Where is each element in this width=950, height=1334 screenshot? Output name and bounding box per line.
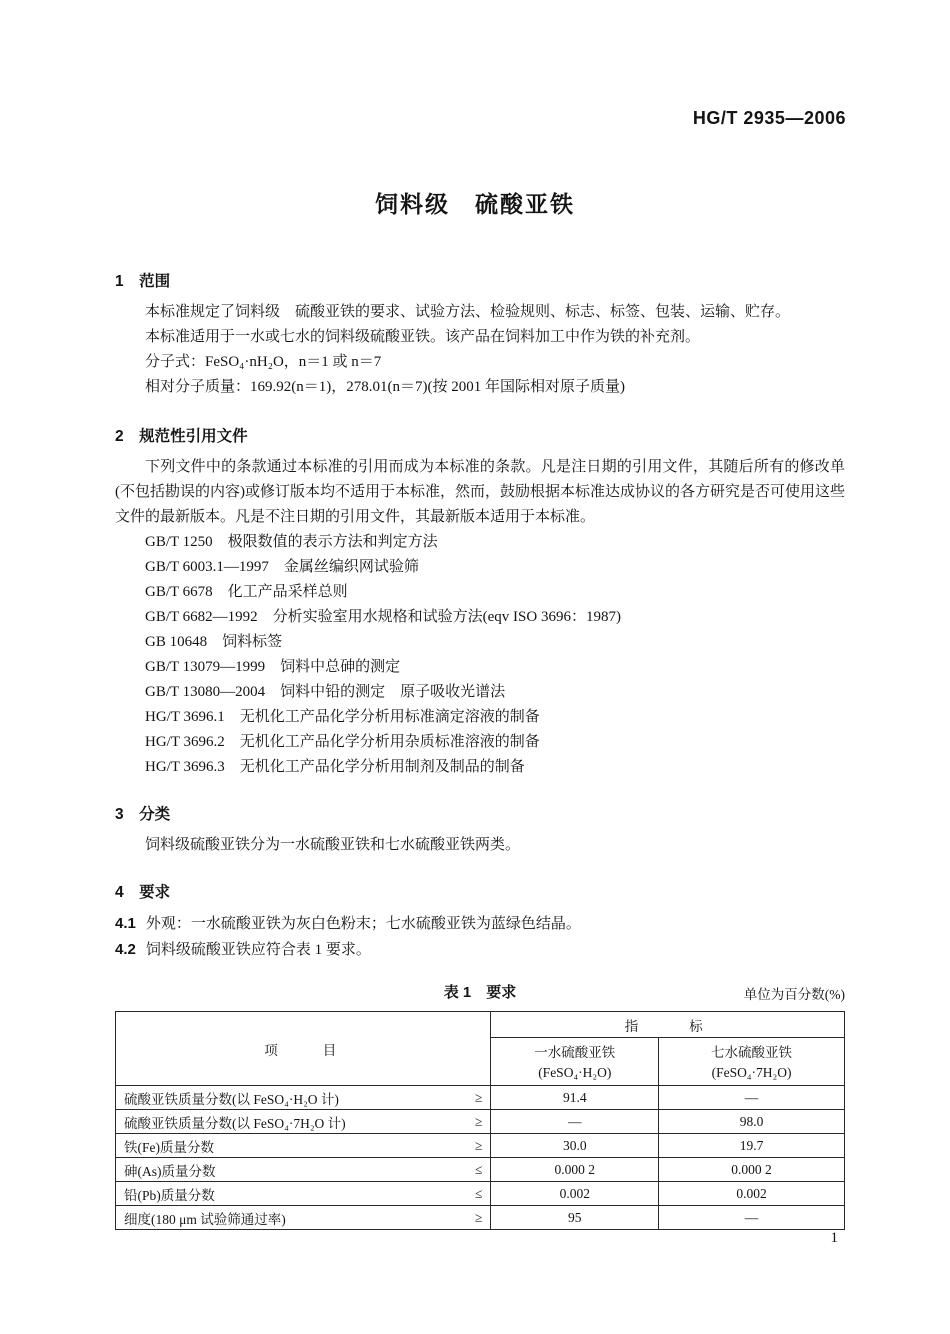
comparison-operator: ≥ xyxy=(475,1089,483,1105)
item-label: 砷(As)质量分数 xyxy=(124,1163,216,1179)
clause-4-1-text: 外观：一水硫酸亚铁为灰白色粉末；七水硫酸亚铁为蓝绿色结晶。 xyxy=(145,916,581,932)
reference-item: HG/T 3696.2 无机化工产品化学分析用杂质标准溶液的制备 xyxy=(145,734,540,750)
column-header-heptahydrate xyxy=(659,1038,845,1086)
document-content xyxy=(115,269,845,1230)
clause-4-2-text: 饲料级硫酸亚铁应符合表 1 要求。 xyxy=(145,942,371,958)
comparison-operator: ≥ xyxy=(475,1209,483,1225)
section-1-formula: 分子式：FeSO₄·nH₂O，n＝1 或 n＝7 xyxy=(145,354,382,370)
clause-4-1 xyxy=(115,911,845,937)
reference-item: GB/T 13079—1999 饲料中总砷的测定 xyxy=(145,659,401,675)
section-1-paragraph-1: 本标准规定了饲料级 硫酸亚铁的要求、试验方法、检验规则、标志、标签、包装、运输、贮存。 xyxy=(145,304,791,320)
column-header-monohydrate xyxy=(491,1038,659,1086)
item-cell xyxy=(116,1158,491,1182)
section-3-heading: 3 分类 xyxy=(115,806,171,823)
heptahydrate-value: 0.000 2 xyxy=(659,1158,845,1182)
heptahydrate-value: 19.7 xyxy=(659,1134,845,1158)
column-header-item: 项 目 xyxy=(116,1012,491,1086)
item-label: 硫酸亚铁质量分数(以 FeSO₄·H₂O 计) xyxy=(124,1091,339,1107)
monohydrate-value: 0.000 2 xyxy=(491,1158,659,1182)
reference-item: GB/T 1250 极限数值的表示方法和判定方法 xyxy=(145,534,438,550)
monohydrate-name: 一水硫酸亚铁 xyxy=(534,1044,616,1060)
comparison-operator: ≤ xyxy=(475,1185,483,1201)
item-cell xyxy=(116,1110,491,1134)
monohydrate-formula: (FeSO₄·H₂O) xyxy=(538,1064,612,1080)
reference-item: GB/T 13080—2004 饲料中铅的测定 原子吸收光谱法 xyxy=(145,684,506,700)
table-row xyxy=(116,1086,845,1110)
document-title: 饲料级 硫酸亚铁 xyxy=(375,191,575,217)
section-2-intro: 下列文件中的条款通过本标准的引用而成为本标准的条款。凡是注日期的引用文件，其随后所有的修改单(不包括勘误的内容)或修订版本均不适用于本标准，然而，鼓励根据本标准达成协议的各方研究是否可使用这些文件的最新版本。凡是不注日期的引用文件，其最新版本适用于本标准。 xyxy=(115,459,845,525)
table-caption-row xyxy=(115,981,845,1003)
monohydrate-value: 91.4 xyxy=(491,1086,659,1110)
heptahydrate-formula: (FeSO₄·7H₂O) xyxy=(711,1064,792,1080)
item-label: 硫酸亚铁质量分数(以 FeSO₄·7H₂O 计) xyxy=(124,1115,346,1131)
heptahydrate-value: — xyxy=(659,1206,845,1230)
table-header-row-1 xyxy=(116,1012,845,1038)
column-header-index: 指 标 xyxy=(491,1012,845,1038)
table-row xyxy=(116,1134,845,1158)
clause-4-2-number: 4.2 xyxy=(115,941,136,958)
reference-item: GB/T 6678 化工产品采样总则 xyxy=(145,584,348,600)
item-cell xyxy=(116,1206,491,1230)
clause-4-2 xyxy=(115,937,845,963)
item-cell xyxy=(116,1086,491,1110)
heptahydrate-value: 0.002 xyxy=(659,1182,845,1206)
table-caption: 表 1 要求 xyxy=(443,984,517,1001)
comparison-operator: ≥ xyxy=(475,1113,483,1129)
clause-4-1-number: 4.1 xyxy=(115,915,136,932)
page-number: 1 xyxy=(830,1230,838,1246)
section-1-heading: 1 范围 xyxy=(115,273,171,290)
item-cell xyxy=(116,1134,491,1158)
monohydrate-value: 30.0 xyxy=(491,1134,659,1158)
section-2-heading: 2 规范性引用文件 xyxy=(115,428,248,445)
section-4-heading: 4 要求 xyxy=(115,884,171,901)
section-3-paragraph: 饲料级硫酸亚铁分为一水硫酸亚铁和七水硫酸亚铁两类。 xyxy=(145,837,521,853)
reference-item: GB 10648 饲料标签 xyxy=(145,634,283,650)
item-cell xyxy=(116,1182,491,1206)
table-unit-note: 单位为百分数(%) xyxy=(743,987,845,1002)
requirements-table xyxy=(115,1011,845,1230)
table-row xyxy=(116,1182,845,1206)
section-1-paragraph-2: 本标准适用于一水或七水的饲料级硫酸亚铁。该产品在饲料加工中作为铁的补充剂。 xyxy=(145,329,701,345)
heptahydrate-name: 七水硫酸亚铁 xyxy=(711,1044,793,1060)
comparison-operator: ≤ xyxy=(475,1161,483,1177)
table-row xyxy=(116,1206,845,1230)
table-row xyxy=(116,1158,845,1182)
monohydrate-value: 95 xyxy=(491,1206,659,1230)
heptahydrate-value: 98.0 xyxy=(659,1110,845,1134)
item-label: 铅(Pb)质量分数 xyxy=(124,1187,215,1203)
standard-number: HG/T 2935—2006 xyxy=(692,108,846,128)
heptahydrate-value: — xyxy=(659,1086,845,1110)
monohydrate-value: 0.002 xyxy=(491,1182,659,1206)
reference-item: HG/T 3696.3 无机化工产品化学分析用制剂及制品的制备 xyxy=(145,759,525,775)
item-label: 细度(180 μm 试验筛通过率) xyxy=(124,1211,286,1227)
section-1-molecular-weight: 相对分子质量：169.92(n＝1)，278.01(n＝7)(按 2001 年国际相对原子质量) xyxy=(145,379,625,395)
monohydrate-value: — xyxy=(491,1110,659,1134)
reference-item: HG/T 3696.1 无机化工产品化学分析用标准滴定溶液的制备 xyxy=(145,709,540,725)
item-label: 铁(Fe)质量分数 xyxy=(124,1139,214,1155)
reference-item: GB/T 6682—1992 分析实验室用水规格和试验方法(eqv ISO 3696：1987) xyxy=(145,609,621,625)
reference-item: GB/T 6003.1—1997 金属丝编织网试验筛 xyxy=(145,559,419,575)
table-row xyxy=(116,1110,845,1134)
comparison-operator: ≥ xyxy=(475,1137,483,1153)
